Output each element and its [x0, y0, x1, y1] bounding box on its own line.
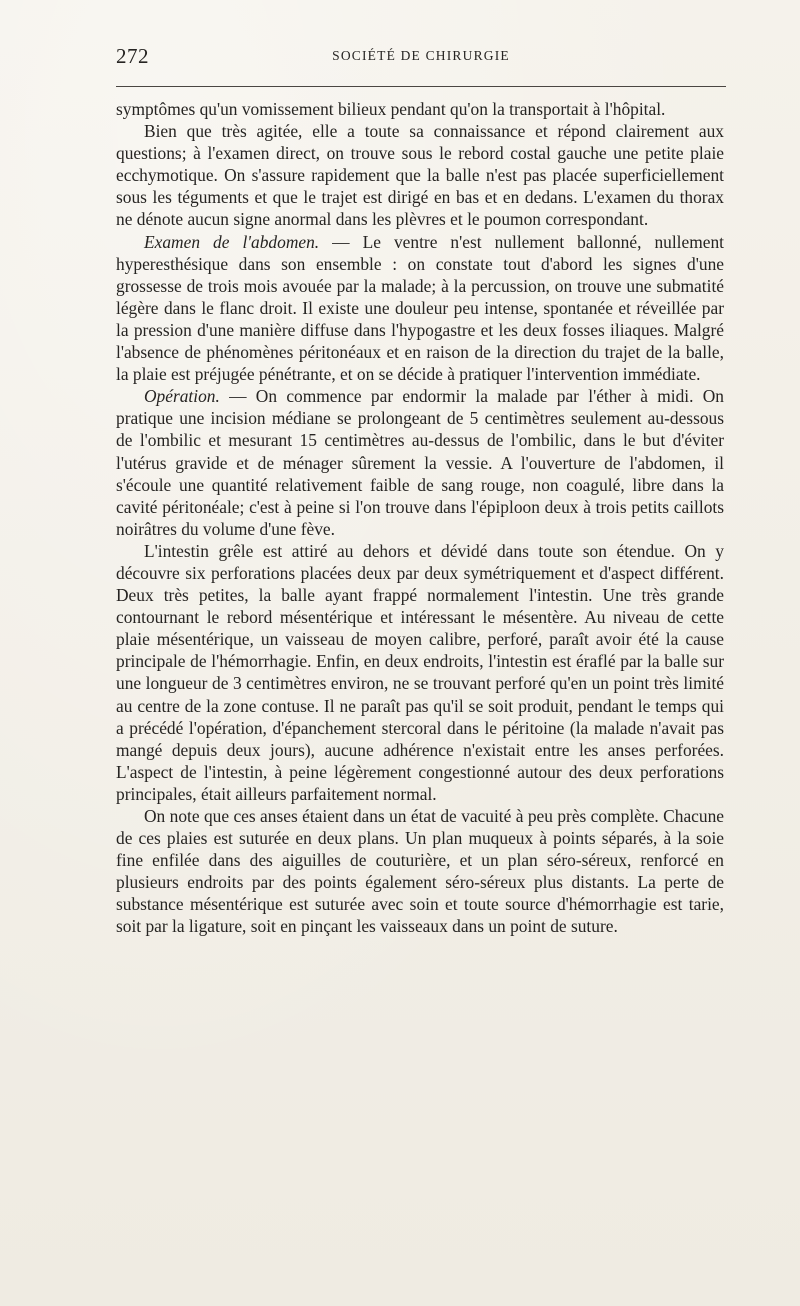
page-number: 272 — [116, 44, 149, 68]
paragraph-4 — [116, 385, 724, 540]
paragraph-3-text: — Le ventre n'est nullement ballonné, nullement hyperesthésique dans son ensemble : on constate tout d'abord les signes d'une grossesse de trois mois avouée par la malade; à la percussion, on trouve une submatité légère dans le flanc droit. Il existe une douleur peu intense, spontanée et réveillée par la pression d'une manière diffuse dans l'hypogastre et les deux fosses iliaques. Malgré l'absence de phénomènes péritonéaux et en raison de la direction du trajet de la balle, la plaie est préjugée pénétrante, et on se décide à pratiquer l'intervention immédiate. — [116, 231, 724, 385]
running-title: SOCIÉTÉ DE CHIRURGIE — [332, 48, 510, 63]
body-text — [116, 98, 724, 938]
section-heading-operation: Opération. — [144, 386, 220, 407]
paragraph-6-text: On note que ces anses étaient dans un état de vacuité à peu près complète. Chacune de ces plaies est suturée en deux plans. Un plan muqueux à points séparés, à la soie fine enfilée dans des aiguilles de couturière, et un plan séro-séreux, renforcé en plusieurs endroits par des points également séro-séreux plus distants. La perte de substance mésentérique est suturée avec soin et toute source d'hémorrhagie est tarie, soit par la ligature, soit en pinçant les vaisseaux dans un point de suture. — [116, 806, 724, 937]
paragraph-5 — [116, 540, 724, 805]
header-rule — [116, 86, 726, 87]
paragraph-4-text: — On commence par endormir la malade par l'éther à midi. On pratique une incision médiane se prolongeant de 5 centimètres seulement au-dessous de l'ombilic et mesurant 15 centimètres au-dessus de l'ombilic, dans le but d'éviter l'utérus gravide et de ménager sûrement la vessie. A l'ouverture de l'abdomen, il s'écoule une quantité relativement faible de sang rouge, non coagulé, libre dans la cavité péritonéale; c'est à peine si l'on trouve dans l'épiploon deux à trois petits caillots noirâtres du volume d'une fève. — [116, 386, 724, 539]
page-header — [116, 44, 726, 72]
paragraph-6 — [116, 805, 724, 938]
paragraph-1-text: symptômes qu'un vomissement bilieux pendant qu'on la transportait à l'hôpital. — [116, 99, 666, 119]
paragraph-2 — [116, 120, 724, 230]
paragraph-1 — [116, 98, 724, 120]
paragraph-2-text: Bien que très agitée, elle a toute sa connaissance et répond clairement aux questions; à l'examen direct, on trouve sous le rebord costal gauche une petite plaie ecchymotique. On s'assure rapidement que la balle n'est pas placée superficiellement sous les téguments et que le trajet est dirigé en bas et en dedans. L'examen du thorax ne dénote aucun signe anormal dans les plèvres et le poumon correspondant. — [116, 121, 724, 230]
section-heading-examen: Examen de l'abdomen. — [144, 231, 320, 252]
paragraph-3 — [116, 231, 724, 386]
paragraph-5-text: L'intestin grêle est attiré au dehors et dévidé dans toute son étendue. On y découvre six perforations placées deux par deux symétriquement et d'aspect différent. Deux très petites, la balle ayant frappé normalement l'intestin. Une très grande contournant le rebord mésentérique et intéressant le mésentère. Au niveau de cette plaie mésentérique, un vaisseau de moyen calibre, perforé, paraît avoir été la cause principale de l'hémorrhagie. Enfin, en deux endroits, l'intestin est éraflé par la balle sur une longueur de 3 centimètres environ, ne se trouvant perforé qu'en un point très limité au centre de la zone contuse. Il ne paraît pas qu'il se soit produit, pendant le temps qui a précédé l'opération, d'épanchement stercoral dans le péritoine (la malade n'avait pas mangé depuis deux jours), aucune adhérence n'existait entre les anses perforées. L'aspect de l'intestin, à peine légèrement congestionné autour des deux perforations principales, était ailleurs parfaitement normal. — [116, 540, 724, 804]
